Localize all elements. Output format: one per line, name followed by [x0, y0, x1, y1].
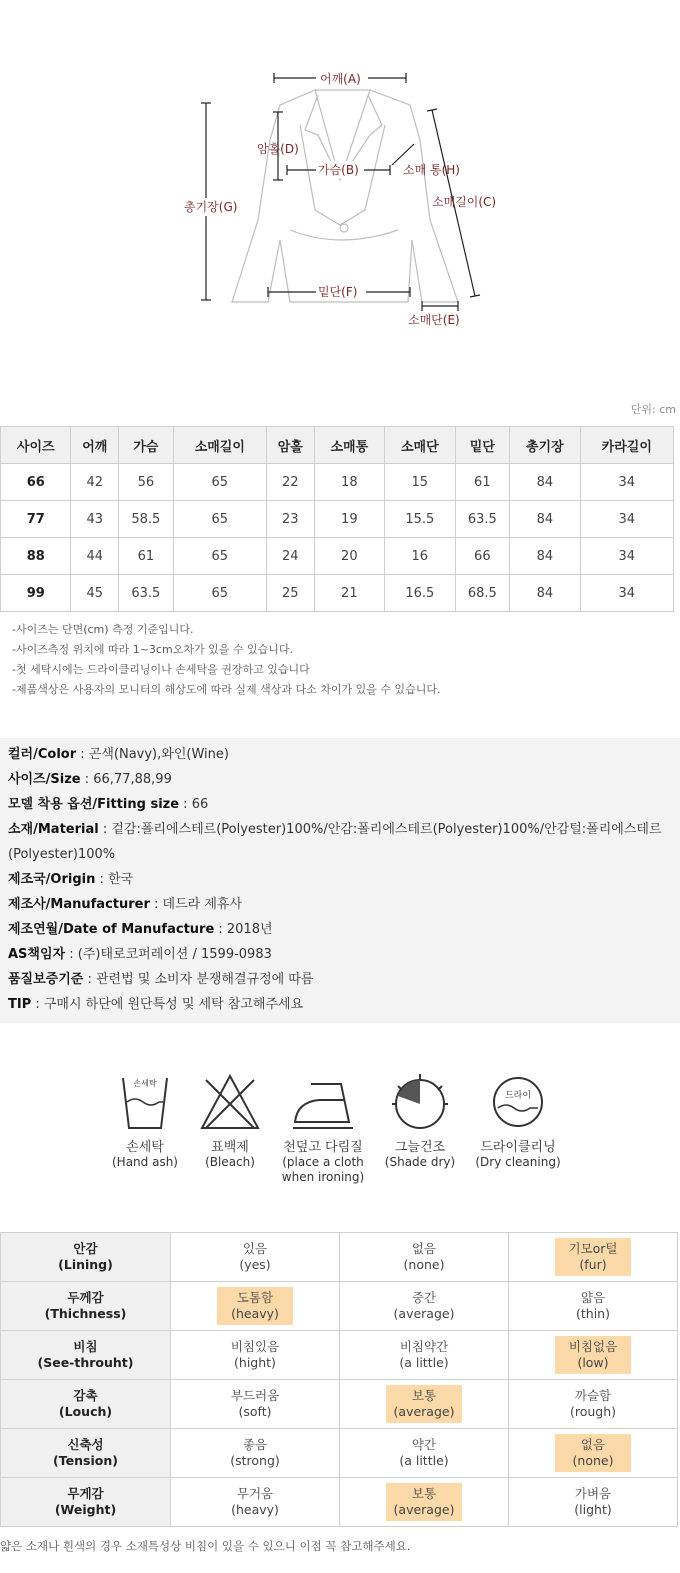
fabric-attr-name: 감촉 — [73, 1388, 98, 1403]
fabric-option — [555, 1483, 631, 1521]
table-cell: 84 — [510, 464, 580, 501]
table-cell: 61 — [119, 538, 174, 575]
table-cell: 77 — [1, 501, 71, 538]
info-fitting-size: 모델 착용 옵션/Fitting size : 66 — [8, 797, 209, 812]
fabric-option-ko: 없음 — [580, 1437, 606, 1452]
size-notes — [12, 620, 440, 700]
fabric-option-ko: 보통 — [411, 1486, 437, 1501]
table-cell: 58.5 — [119, 501, 174, 538]
table-cell: 34 — [580, 538, 673, 575]
label-chest: 가슴(B) — [318, 163, 359, 177]
table-row — [1, 575, 674, 612]
note-item: -사이즈는 단면(cm) 측정 기준입니다. — [12, 623, 194, 636]
fabric-attr — [1, 1429, 171, 1478]
label-total-length: 총기장(G) — [184, 200, 238, 214]
fabric-option-en: (average) — [393, 1502, 455, 1517]
care-sub: when ironing) — [281, 1170, 365, 1184]
fabric-option — [217, 1238, 293, 1276]
fabric-option-ko: 비침있음 — [230, 1339, 280, 1354]
fabric-option-ko: 얇음 — [580, 1290, 606, 1305]
fabric-attr — [1, 1233, 171, 1282]
fabric-option — [386, 1287, 463, 1325]
fabric-option-cell — [171, 1380, 340, 1429]
table-cell: 65 — [173, 501, 266, 538]
fabric-option-cell — [171, 1233, 340, 1282]
label-shoulder: 어깨(A) — [320, 72, 361, 86]
fabric-table — [0, 1232, 678, 1527]
info-tip: TIP : 구매시 하단에 원단특성 및 세탁 참고해주세요 — [8, 997, 304, 1012]
table-cell: 65 — [173, 575, 266, 612]
fabric-option-en: (a little) — [399, 1355, 449, 1370]
fabric-option-cell — [171, 1478, 340, 1527]
fabric-attr-name-en: (Thichness) — [44, 1306, 127, 1321]
fabric-option — [217, 1434, 293, 1472]
fabric-option-cell — [171, 1429, 340, 1478]
care-instructions — [0, 1070, 680, 1200]
fabric-attr-name: 비침 — [73, 1339, 98, 1354]
table-cell: 20 — [314, 538, 384, 575]
jacket-illustration — [140, 40, 540, 380]
fabric-option-ko: 무거움 — [236, 1486, 274, 1501]
fabric-option-ko: 기모or털 — [568, 1241, 618, 1256]
col-header: 소매통 — [314, 427, 384, 464]
hand-wash-icon-text: 손세탁 — [133, 1079, 157, 1088]
table-cell: 21 — [314, 575, 384, 612]
fabric-attr-name-en: (Louch) — [58, 1404, 113, 1419]
unit-label: 단위: cm — [630, 403, 676, 416]
col-header: 밑단 — [455, 427, 510, 464]
fabric-option-cell — [509, 1478, 678, 1527]
table-cell: 66 — [455, 538, 510, 575]
fabric-option-cell — [509, 1282, 678, 1331]
table-cell: 34 — [580, 464, 673, 501]
table-cell: 63.5 — [119, 575, 174, 612]
info-manufacturer: 제조사/Manufacturer : 데드라 제휴사 — [8, 897, 243, 912]
fabric-option-cell — [509, 1429, 678, 1478]
fabric-option-en: (a little) — [399, 1453, 449, 1468]
fabric-option-cell — [340, 1233, 509, 1282]
fabric-option-cell — [509, 1233, 678, 1282]
col-header: 소매단 — [385, 427, 455, 464]
fabric-option — [555, 1287, 631, 1325]
table-cell: 88 — [1, 538, 71, 575]
col-header: 암홀 — [266, 427, 314, 464]
no-bleach-icon — [198, 1070, 262, 1134]
fabric-attr-name-en: (Lining) — [58, 1257, 113, 1272]
fabric-attr-name: 무게감 — [67, 1486, 104, 1501]
fabric-option-ko: 약간 — [411, 1437, 437, 1452]
table-cell: 44 — [71, 538, 119, 575]
care-label: 드라이클리닝 — [480, 1140, 556, 1155]
fabric-option-selected — [386, 1483, 463, 1521]
table-cell: 23 — [266, 501, 314, 538]
info-material-cont: (Polyester)100% — [8, 847, 116, 862]
fabric-option — [386, 1434, 462, 1472]
fabric-option-en: (hight) — [234, 1355, 276, 1370]
table-cell: 65 — [173, 538, 266, 575]
fabric-option-en: (heavy) — [231, 1306, 279, 1321]
table-cell: 25 — [266, 575, 314, 612]
table-row — [1, 501, 674, 538]
dry-clean-icon-text: 드라이 — [504, 1091, 532, 1101]
table-cell: 84 — [510, 501, 580, 538]
fabric-row — [1, 1478, 678, 1527]
fabric-option-cell — [340, 1282, 509, 1331]
fabric-option-en: (average) — [393, 1306, 455, 1321]
table-cell: 19 — [314, 501, 384, 538]
info-material: 소재/Material : 겉감:폴리에스테르(Polyester)100%/안감:폴리에스테르(Polyester)100%/안감털:폴리에스테르 — [8, 822, 662, 837]
col-header: 사이즈 — [1, 427, 71, 464]
fabric-option-en: (soft) — [238, 1404, 272, 1419]
fabric-row — [1, 1429, 678, 1478]
fabric-option-en: (thin) — [576, 1306, 610, 1321]
label-armhole: 암홀(D) — [257, 142, 299, 156]
label-sleeve-length: 소매길이(C) — [432, 195, 497, 209]
table-cell: 24 — [266, 538, 314, 575]
fabric-row — [1, 1331, 678, 1380]
fabric-option-cell — [340, 1331, 509, 1380]
fabric-option-en: (none) — [572, 1453, 614, 1468]
fabric-option-ko: 비침없음 — [568, 1339, 618, 1354]
product-info — [0, 738, 680, 1023]
table-cell: 15.5 — [385, 501, 455, 538]
info-warranty: 품질보증기준 : 관련법 및 소비자 분쟁해결규정에 따름 — [8, 972, 314, 987]
fabric-row — [1, 1233, 678, 1282]
fabric-attr — [1, 1282, 171, 1331]
table-cell: 16 — [385, 538, 455, 575]
fabric-option-en: (rough) — [569, 1404, 617, 1419]
table-row — [1, 464, 674, 501]
table-cell: 45 — [71, 575, 119, 612]
fabric-option-ko: 도톰함 — [236, 1290, 274, 1305]
fabric-row — [1, 1282, 678, 1331]
care-dry-clean — [463, 1070, 573, 1170]
care-sub: (Shade dry) — [384, 1155, 456, 1169]
table-cell: 22 — [266, 464, 314, 501]
fabric-attr-name-en: (Tension) — [53, 1453, 118, 1468]
care-ironing — [268, 1070, 378, 1185]
table-cell: 61 — [455, 464, 510, 501]
table-cell: 16.5 — [385, 575, 455, 612]
table-cell: 34 — [580, 575, 673, 612]
table-row — [1, 538, 674, 575]
fabric-row — [1, 1380, 678, 1429]
table-cell: 42 — [71, 464, 119, 501]
fabric-option-ko: 중간 — [411, 1290, 437, 1305]
table-cell: 84 — [510, 575, 580, 612]
table-cell: 15 — [385, 464, 455, 501]
table-cell: 63.5 — [455, 501, 510, 538]
fabric-option-en: (average) — [393, 1404, 455, 1419]
fabric-attr-name: 두께감 — [67, 1290, 104, 1305]
size-table-header — [1, 427, 674, 464]
fabric-option — [217, 1336, 293, 1374]
footer-note: 얇은 소재나 흰색의 경우 소재특성상 비침이 있을 수 있으니 이점 꼭 참고해주세요. — [0, 1539, 411, 1553]
fabric-option-en: (yes) — [239, 1257, 271, 1272]
label-sleeve-width: 소매 통(H) — [403, 163, 460, 177]
note-item: -제품색상은 사용자의 모니터의 해상도에 따라 실제 색상과 다소 차이가 있을 수 있습니다. — [12, 683, 441, 696]
fabric-option-en: (strong) — [230, 1453, 280, 1468]
fabric-attr-name-en: (See-throuht) — [37, 1355, 134, 1370]
fabric-option-selected — [555, 1336, 631, 1374]
fabric-option-selected — [217, 1287, 293, 1325]
note-item: -첫 세탁시에는 드라이클리닝이나 손세탁을 권장하고 있습니다 — [12, 663, 310, 676]
table-cell: 99 — [1, 575, 71, 612]
fabric-option-cell — [171, 1282, 340, 1331]
hand-wash-icon — [113, 1070, 177, 1134]
care-label: 그늘건조 — [394, 1140, 446, 1155]
care-label: 손세탁 — [126, 1140, 164, 1155]
col-header: 카라길이 — [580, 427, 673, 464]
info-origin: 제조국/Origin : 한국 — [8, 872, 134, 887]
fabric-option-en: (none) — [403, 1257, 445, 1272]
note-item: -사이즈측정 위치에 따라 1~3cm오차가 있을 수 있습니다. — [12, 643, 293, 656]
fabric-option-selected — [386, 1385, 463, 1423]
care-sub: (place a cloth — [282, 1155, 364, 1169]
fabric-attr — [1, 1380, 171, 1429]
fabric-option-en: (low) — [577, 1355, 609, 1370]
table-cell: 84 — [510, 538, 580, 575]
info-size: 사이즈/Size : 66,77,88,99 — [8, 772, 172, 787]
table-cell: 68.5 — [455, 575, 510, 612]
care-sub: (Bleach) — [205, 1155, 255, 1169]
fabric-option-en: (heavy) — [231, 1502, 279, 1517]
info-as: AS책임자 : (주)태로코퍼레이션 / 1599-0983 — [8, 947, 272, 962]
dry-clean-icon — [486, 1070, 550, 1134]
fabric-option-selected — [555, 1238, 631, 1276]
care-label: 표백제 — [211, 1140, 249, 1155]
fabric-option-en: (light) — [574, 1502, 612, 1517]
fabric-option-ko: 비침약간 — [399, 1339, 449, 1354]
fabric-option-selected — [555, 1434, 631, 1472]
fabric-option-cell — [171, 1331, 340, 1380]
care-sub: (Hand ash) — [112, 1155, 178, 1169]
table-cell: 18 — [314, 464, 384, 501]
table-cell: 56 — [119, 464, 174, 501]
garment-diagram — [140, 40, 540, 380]
fabric-option — [386, 1336, 462, 1374]
care-sub: (Dry cleaning) — [475, 1155, 561, 1169]
col-header: 소매길이 — [173, 427, 266, 464]
label-hem: 밑단(F) — [318, 285, 358, 299]
col-header: 어깨 — [71, 427, 119, 464]
col-header: 총기장 — [510, 427, 580, 464]
fabric-option-cell — [509, 1331, 678, 1380]
table-cell: 43 — [71, 501, 119, 538]
fabric-attr-name-en: (Weight) — [54, 1502, 117, 1517]
info-date: 제조연월/Date of Manufacture : 2018년 — [8, 922, 273, 937]
care-label: 천덮고 다림질 — [283, 1140, 363, 1155]
fabric-option — [555, 1385, 631, 1423]
col-header: 가슴 — [119, 427, 174, 464]
fabric-option-cell — [340, 1429, 509, 1478]
fabric-option-ko: 있음 — [242, 1241, 268, 1256]
fabric-option-cell — [340, 1478, 509, 1527]
care-shade-dry — [365, 1070, 475, 1170]
table-cell: 66 — [1, 464, 71, 501]
fabric-option — [217, 1385, 293, 1423]
table-cell: 65 — [173, 464, 266, 501]
fabric-option-ko: 없음 — [411, 1241, 437, 1256]
fabric-option-ko: 부드러움 — [230, 1388, 280, 1403]
fabric-option-en: (fur) — [579, 1257, 607, 1272]
fabric-option-ko: 까슬함 — [574, 1388, 612, 1403]
iron-icon — [291, 1070, 355, 1134]
table-cell: 34 — [580, 501, 673, 538]
size-table — [0, 426, 674, 612]
fabric-option-cell — [509, 1380, 678, 1429]
fabric-option — [217, 1483, 293, 1521]
fabric-option-ko: 좋음 — [242, 1437, 268, 1452]
fabric-attr — [1, 1331, 171, 1380]
info-color: 컬러/Color : 곤색(Navy),와인(Wine) — [8, 747, 229, 762]
fabric-option — [386, 1238, 462, 1276]
fabric-attr — [1, 1478, 171, 1527]
fabric-option-cell — [340, 1380, 509, 1429]
fabric-option-ko: 보통 — [411, 1388, 437, 1403]
fabric-attr-name: 신축성 — [67, 1437, 104, 1452]
fabric-option-ko: 가벼움 — [574, 1486, 612, 1501]
label-cuff: 소매단(E) — [408, 313, 460, 327]
shade-dry-icon — [388, 1070, 452, 1134]
fabric-attr-name: 안감 — [73, 1241, 98, 1256]
